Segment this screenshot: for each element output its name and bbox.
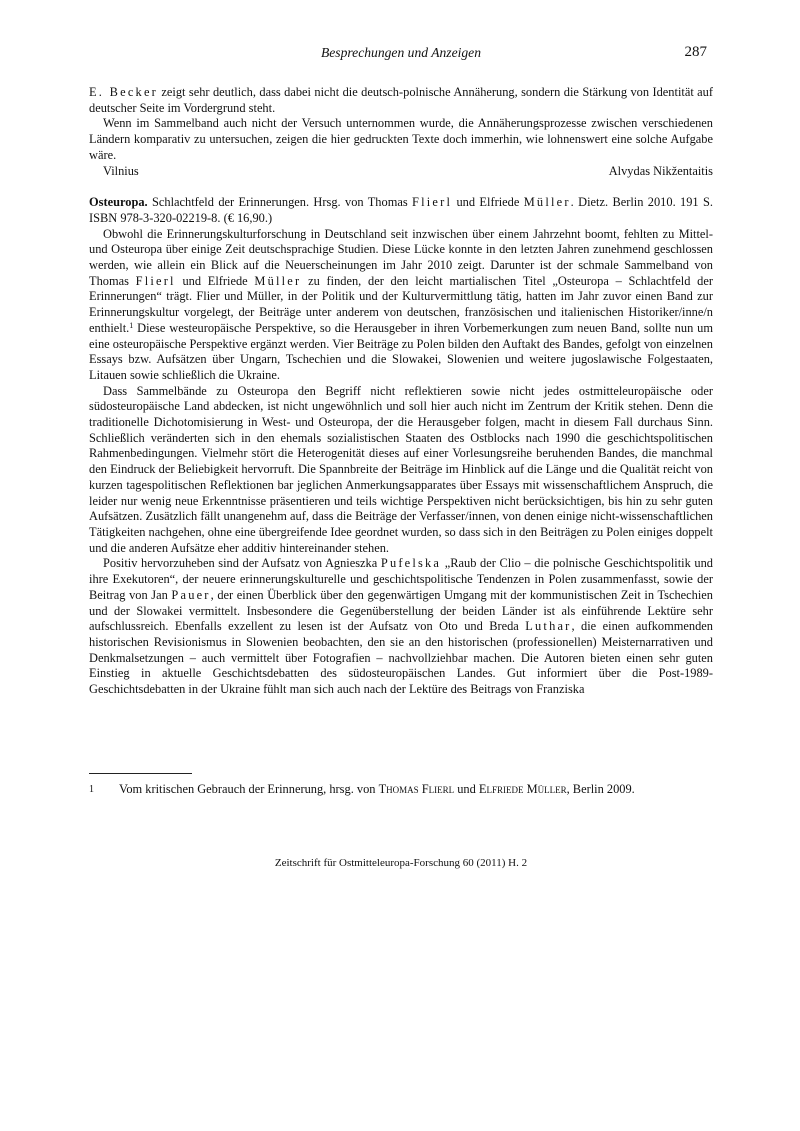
review2-bibliographic-header <box>89 195 713 226</box>
spaced-name: Pauer <box>171 587 211 602</box>
footnote-text-part: Vom kritischen Gebrauch der Erinnerung, hrsg. von <box>119 782 379 796</box>
running-header <box>89 45 713 65</box>
footnote-editor-name: Elfriede Müller <box>478 782 567 796</box>
editor-surname: Müller <box>523 195 571 210</box>
paragraph-text: Obwohl die Erinnerungskulturforschung in Deutschland seit inzwischen über einem Jahrzehnt boomt, fehlten zu Mittel- und Osteuropa über einige Zeit deutschsprachige Studien. Diese Lücke konnte in den letzten Jahren zunehmend geschlossen werden, wie allein ein Blick auf die Neuerscheinungen im Jahr 2010 zeigt. Darunter ist der schmale Sammelband von Thomas <box>89 226 713 288</box>
running-header-title: Besprechungen und Anzeigen <box>320 45 482 60</box>
paragraph-text: , die einen aufkommenden historischen Revisionismus in Slowenien beobachten, den sie an den historischen (professionellen) Meisternarrativen und Denkmalsetzungen – auch vermittelt über Fotografien – nachvollziehbar machen. Die Autoren bieten einen sehr guten Einstieg in aktuelle Geschichtsdebatten des südosteuropäischen Landes. Gut informiert über die Post-1989-Geschichtsdebatten in der Ukraine fühlt man sich auch nach der Lektüre des Beitrags von Franziska <box>89 619 713 697</box>
page-number: 287 <box>684 44 707 60</box>
paragraph-text: und Elfriede <box>175 273 255 288</box>
review2-paragraph-2: Dass Sammelbände zu Osteuropa den Begriff nicht reflektieren sowie nicht jedes ostmitteleuropäische oder südosteuropäische Land abdecken, ist nicht ungewöhnlich und soll hier auch nicht im Zentrum der Kritik stehen. Denn die traditionelle Dichotomisierung in West- und Osteuropa, der die Herausgeber folgen, macht in diesem Fall durchaus Sinn. Schließlich veränderten sich in den ehemals sozialistischen Staaten des Ostblocks nach 1990 die geschichtspolitischen Rahmenbedingungen. Vielmehr stört die Heterogenität dieses auf einer Vorlesungsreihe beruhenden Bandes, die manchmal den Eindruck der Beliebigkeit hervorruft. Die Spannbreite der Beiträge im Hinblick auf die Länge und die Qualität reicht von kurzen tagespolitischen Reflektionen bar jeglichen Anmerkungsapparates über Essays mit wissenschaftlichem Anspruch, die leider nur wenig neue Erkenntnisse präsentieren und teils wichtige Perspektiven nicht berücksichtigen, bis hin zu sehr guten Aufsätzen. Zusätzlich fällt unangenehm auf, dass die Beiträge der Verfasser/innen, von denen einige nicht-wissenschaftlichen Tätigkeiten nachgehen, ohne eine übergreifende Idee geordnet wurden, so dass sich in den Beiträgen zu Polen einiges doppelt und die anderen Aufsätze eher additiv hintereinander stehen. <box>89 383 713 555</box>
footnote-divider <box>89 773 192 774</box>
review1-signature <box>89 164 713 180</box>
footnote-text-part: und <box>454 782 479 796</box>
journal-footer: Zeitschrift für Ostmitteleuropa-Forschung 60 (2011) H. 2 <box>274 857 528 869</box>
paragraph-text: Diese westeuropäische Perspektive, so die Herausgeber in ihren Vorbemerkungen zum neuen Band, sollte nun um eine osteuropäische Perspektive ergänzt werden. Vier Beiträge zu Polen bilden den Auftakt des Bandes, gefolgt von einzelnen Essays bzw. Aufsätzen über Ungarn, Tschechien und die Slowakei, Slowenien und weitere jugoslawische Folgestaaten, Litauen sowie schließlich die Ukraine. <box>89 320 713 382</box>
signature-place: Vilnius <box>103 163 139 178</box>
bib-text: . Dietz. Berlin 2010. 191 S. ISBN 978-3-320-02219-8. (€ 16,90.) <box>89 195 713 225</box>
paragraph-text: Positiv hervorzuheben sind der Aufsatz von Agnieszka <box>103 556 381 571</box>
footnote-reference[interactable]: 1 <box>129 320 134 330</box>
paragraph-text: zeigt sehr deutlich, dass dabei nicht die deutsch-polnische Annäherung, sondern die Stärkung von Identität auf deutscher Seite im Vordergrund steht. <box>89 85 714 115</box>
review2-title-bold: Osteuropa. <box>89 195 148 210</box>
spaced-name: Luthar <box>525 619 572 634</box>
editor-surname: Flierl <box>412 195 453 210</box>
footnote-text-part: , Berlin 2009. <box>566 782 635 796</box>
signature-reviewer: Alvydas Nikžentaitis <box>608 163 713 178</box>
paragraph-text: , der einen Überblick über den gegenwärtigen Umgang mit der kommunistischen Zeit in Tschechien und der Slowakei vermittelt. Insbesondere die Gegenüberstellung der beiden Länder ist als einführende Lektüre sehr aufschlussreich. Ebenfalls exzellent zu lesen ist der Aufsatz von Oto und Breda <box>89 587 713 634</box>
footnote <box>89 782 713 798</box>
author-name: E. Becker <box>89 85 158 99</box>
review1-paragraph-1 <box>89 85 713 116</box>
paragraph-text: „Raub der Clio – die polnische Geschichtspolitik und ihre Exekutoren“, der neuere erinnerungskulturelle und geschichtspolitische Tendenzen in Polen zusammenfasst, sowie der Beitrag von Jan <box>89 556 713 602</box>
footnote-number: 1 <box>89 784 94 795</box>
spaced-name: Müller <box>254 273 302 288</box>
review2-paragraph-3 <box>89 556 713 697</box>
main-text <box>89 85 713 698</box>
footnote-text <box>119 782 713 798</box>
bib-text: und Elfriede <box>452 195 524 210</box>
spaced-name: Pufelska <box>380 556 442 571</box>
footnote-editor-name: Thomas Flierl <box>378 782 455 796</box>
bib-text: Schlachtfeld der Erinnerungen. Hrsg. von Thomas <box>147 195 413 210</box>
paragraph-text: zu finden, der den leicht martialischen Titel „Osteuropa – Schlachtfeld der Erinnerungen“ trägt. Flier und Müller, in der Politik und der Kulturvermittlung tätig, hatten im Jahr zuvor einen Band zur Erinnerungskultur vorgelegt, der Beiträge unter anderem von deutschen, französischen und italienischen Historiker/inne/n enthielt. <box>89 273 713 335</box>
spaced-name: Flierl <box>135 273 176 288</box>
review2-paragraph-1 <box>89 227 713 384</box>
review1-paragraph-2: Wenn im Sammelband auch nicht der Versuch unternommen wurde, die Annäherungsprozesse zwischen verschiedenen Ländern komparativ zu untersuchen, zeigen die hier gedruckten Texte doch immerhin, wie lohnenswert eine solche Aufgabe wäre. <box>89 116 713 162</box>
